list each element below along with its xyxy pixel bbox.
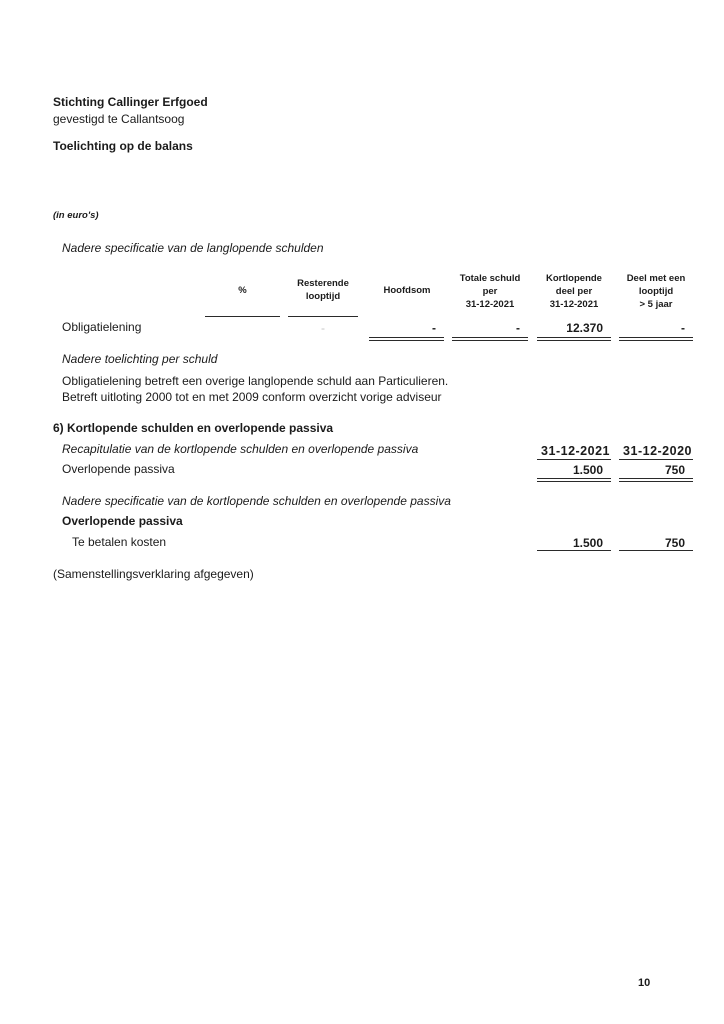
header-rule-remaining-term — [288, 316, 358, 317]
recap-double-rule-2021 — [537, 478, 611, 482]
compilation-statement-note: (Samenstellingsverklaring afgegeven) — [53, 567, 254, 581]
recap-row-label: Overlopende passiva — [62, 462, 175, 476]
organization-location: gevestigd te Callantsoog — [53, 112, 185, 126]
column-header-over-5-years: Deel met een looptijd > 5 jaar — [626, 273, 686, 310]
cell-principal: - — [432, 321, 436, 335]
total-double-rule-over-5-years — [619, 337, 693, 341]
debt-explanation-line: Obligatielening betreft een overige langlopende schuld aan Particulieren. — [62, 374, 449, 388]
debt-explanation-title: Nadere toelichting per schuld — [62, 352, 218, 366]
specification-rule-2021 — [537, 550, 611, 551]
recap-column-2020: 31-12-2020 — [623, 444, 692, 458]
cell-total-debt: - — [516, 321, 520, 335]
total-double-rule-principal — [369, 337, 444, 341]
recap-double-rule-2020 — [619, 478, 693, 482]
organization-name: Stichting Callinger Erfgoed — [53, 95, 208, 109]
row-label-obligatielening: Obligatielening — [62, 320, 142, 334]
specification-value-2021: 1.500 — [572, 536, 603, 550]
short-term-debts-heading: 6) Kortlopende schulden en overlopende passiva — [53, 421, 334, 435]
debt-explanation-line: Betreft uitloting 2000 tot en met 2009 conform overzicht vorige adviseur — [62, 390, 442, 404]
cell-over-5-years: - — [681, 321, 685, 335]
specification-value-2020: 750 — [664, 536, 685, 550]
recap-value-2021: 1.500 — [572, 463, 603, 477]
recap-title: Recapitulatie van de kortlopende schulden en overlopende passiva — [62, 442, 419, 456]
header-rule-percent — [205, 316, 280, 317]
long-term-debts-title: Nadere specificatie van de langlopende schulden — [62, 241, 324, 255]
column-header-remaining-term: Resterende looptijd — [297, 278, 349, 302]
page-number: 10 — [638, 977, 651, 989]
column-header-total-debt: Totale schuld per 31-12-2021 — [459, 273, 521, 310]
recap-column-2021: 31-12-2021 — [541, 444, 610, 458]
total-double-rule-total-debt — [452, 337, 528, 341]
recap-header-rule-2020 — [619, 459, 693, 460]
specification-rule-2020 — [619, 550, 693, 551]
column-header-principal: Hoofdsom — [383, 285, 431, 296]
recap-value-2020: 750 — [664, 463, 685, 477]
currency-note: (in euro's) — [53, 210, 99, 221]
specification-row-label: Te betalen kosten — [72, 535, 167, 549]
cell-short-term-part: 12.370 — [566, 321, 603, 335]
specification-title: Nadere specificatie van de kortlopende schulden en overlopende passiva — [62, 494, 451, 508]
recap-header-rule-2021 — [537, 459, 611, 460]
cell-remaining-term: - — [321, 321, 325, 335]
section-title: Toelichting op de balans — [53, 139, 193, 153]
specification-group-label: Overlopende passiva — [62, 514, 183, 528]
total-double-rule-short-term-part — [537, 337, 611, 341]
column-header-short-term-part: Kortlopende deel per 31-12-2021 — [546, 273, 602, 310]
column-header-percent: % — [238, 285, 247, 296]
